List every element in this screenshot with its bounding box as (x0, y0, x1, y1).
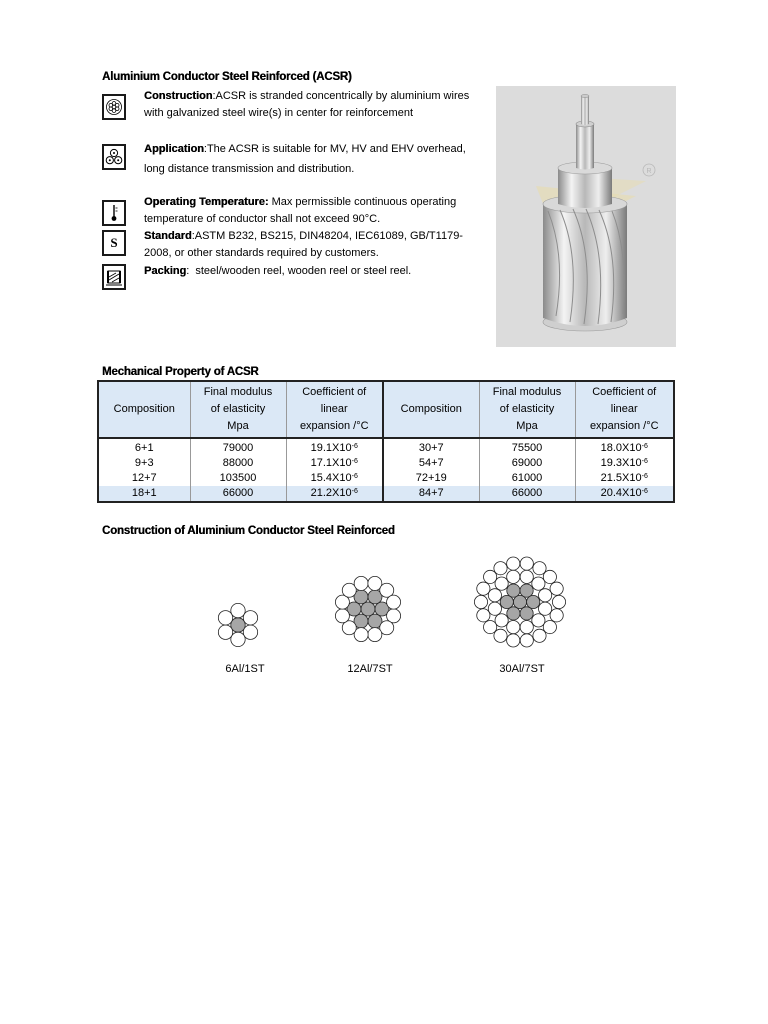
temperature-text (144, 194, 492, 228)
aluminium-wire (552, 595, 565, 608)
cell-coefficient-b-value: 21.5 (600, 472, 623, 484)
registered-mark: R (646, 168, 652, 175)
cell-modulus (190, 438, 286, 456)
aluminium-wire (550, 609, 563, 622)
cell-modulus (190, 486, 286, 502)
exponent-power: -6 (351, 443, 358, 450)
construction-diagram-title: Construction of Aluminium Conductor Steel Reinforced (102, 525, 395, 537)
aluminium-wire (243, 625, 257, 639)
construction-label: Construction (144, 90, 213, 102)
exponent-base: X10 (332, 487, 352, 499)
aluminium-wire (484, 570, 497, 583)
header-modulus-l1: Final modulus (203, 386, 273, 398)
table-row (98, 438, 674, 456)
aluminium-wire (507, 621, 520, 634)
steel-wire (507, 584, 520, 597)
mechanical-property-table (97, 380, 675, 503)
cell-modulus-b-value: 69000 (511, 457, 543, 469)
strand-diagram-6al-1st (218, 603, 257, 646)
cell-modulus-value: 66000 (222, 487, 254, 499)
aluminium-wire (231, 632, 245, 646)
cell-coefficient-b (575, 471, 674, 486)
aluminium-wire (533, 562, 546, 575)
standard-letter: S (110, 235, 118, 250)
cell-coefficient-value: 17.1 (310, 457, 333, 469)
exponent-power: -6 (351, 473, 358, 480)
mechanical-title: Mechanical Property of ACSR (102, 366, 259, 378)
aluminium-wire (550, 582, 563, 595)
steel-wire (520, 584, 533, 597)
aluminium-wire (532, 614, 545, 627)
header-coefficient (286, 381, 383, 438)
cell-composition (98, 486, 190, 502)
steel-wire (361, 602, 375, 616)
header-modulus-b (479, 381, 575, 438)
caption-6al-1st: 6Al/1ST (225, 663, 265, 675)
cell-coefficient-b-value: 18.0 (600, 442, 623, 454)
exponent-power: -6 (641, 443, 648, 450)
caption-12al-7st: 12Al/7ST (347, 663, 393, 675)
packing-sep: : (186, 265, 190, 277)
aluminium-wire (231, 603, 245, 617)
header-coef-b-l3: expansion /°C (589, 420, 659, 432)
construction-sep: : (212, 90, 216, 102)
cell-modulus-b (479, 486, 575, 502)
header-composition-b: Composition (383, 381, 479, 438)
cell-composition-b (383, 438, 479, 456)
application-line2: long distance transmission and distribution. (144, 163, 355, 175)
cell-composition-value: 18+1 (131, 487, 157, 499)
aluminium-wire (507, 634, 520, 647)
aluminium-wire (488, 589, 501, 602)
steel-wire (507, 607, 520, 620)
cell-composition (98, 456, 190, 471)
temperature-line1: Max permissible continuous operating (271, 196, 457, 208)
caption-30al-7st: 30Al/7ST (499, 663, 545, 675)
header-modulus-b-l2: of elasticity (499, 403, 555, 415)
aluminium-wire (520, 634, 533, 647)
aluminium-wire (532, 577, 545, 590)
construction-line2: with galvanized steel wire(s) in center for reinforcement (144, 107, 414, 119)
cell-composition (98, 438, 190, 456)
three-core-icon (102, 144, 126, 170)
aluminium-wire (474, 595, 487, 608)
header-modulus-l3: Mpa (227, 420, 249, 432)
steel-wire (520, 607, 533, 620)
cell-coefficient-value: 15.4 (310, 472, 333, 484)
aluminium-wire (387, 595, 401, 609)
header-modulus-b-l3: Mpa (516, 420, 538, 432)
aluminium-wire (539, 589, 552, 602)
exponent-base: X10 (622, 457, 642, 469)
cell-modulus-b (479, 471, 575, 486)
table-row (98, 471, 674, 486)
aluminium-wire (494, 629, 507, 642)
packing-label: Packing (144, 265, 187, 277)
header-coef-l3: expansion /°C (299, 420, 369, 432)
cell-modulus (190, 471, 286, 486)
exponent-base: X10 (622, 442, 642, 454)
exponent-power: -6 (351, 488, 358, 495)
cell-modulus-value: 88000 (222, 457, 254, 469)
exponent-power: -6 (351, 458, 358, 465)
exponent-base: X10 (332, 442, 352, 454)
cell-coefficient (286, 456, 383, 471)
cell-coefficient (286, 438, 383, 456)
header-coef-l1: Coefficient of (302, 386, 367, 398)
cell-coefficient-b (575, 438, 674, 456)
aluminium-wire (539, 602, 552, 615)
cell-modulus-b-value: 66000 (511, 487, 543, 499)
cell-coefficient-b (575, 486, 674, 502)
aluminium-wire (477, 609, 490, 622)
header-composition: Composition (98, 381, 190, 438)
packing-line1: steel/wooden reel, wooden reel or steel reel. (195, 265, 412, 277)
aluminium-wire (520, 570, 533, 583)
aluminium-wire (520, 557, 533, 570)
application-text (144, 139, 492, 179)
application-label: Application (144, 143, 204, 155)
header-coefficient-b (575, 381, 674, 438)
exponent-power: -6 (641, 488, 648, 495)
aluminium-wire (543, 620, 556, 633)
temperature-line2: temperature of conductor shall not exceed 90°C. (144, 213, 381, 225)
exponent-base: X10 (332, 472, 352, 484)
steel-wire (513, 595, 526, 608)
table-row (98, 486, 674, 502)
standard-line2: 2008, or other standards required by customers. (144, 247, 379, 259)
cell-coefficient (286, 486, 383, 502)
application-sep: : (203, 143, 207, 155)
exponent-base: X10 (332, 457, 352, 469)
header-modulus-b-l1: Final modulus (492, 386, 562, 398)
steel-wire (500, 595, 513, 608)
cell-modulus-b (479, 438, 575, 456)
header-coef-b-l2: linear (610, 403, 638, 415)
strand-diagram-30al-7st (474, 557, 565, 647)
cell-coefficient-value: 19.1 (310, 442, 333, 454)
exponent-base: X10 (622, 487, 642, 499)
cell-modulus-b (479, 456, 575, 471)
standard-line1: ASTM B232, BS215, DIN48204, IEC61089, GB/T1179- (194, 230, 463, 242)
exponent-base: X10 (622, 472, 642, 484)
acsr-cable-photo (496, 86, 676, 347)
packing-text (144, 263, 492, 280)
steel-wire (231, 618, 245, 632)
cell-modulus-b-value: 75500 (511, 442, 543, 454)
thermometer-icon (102, 200, 126, 226)
aluminium-wire (488, 602, 501, 615)
strand-diagram-12al-7st (335, 576, 400, 641)
exponent-power: -6 (641, 458, 648, 465)
header-modulus (190, 381, 286, 438)
cell-modulus-b-value: 61000 (511, 472, 543, 484)
header-coef-l2: linear (320, 403, 348, 415)
standard-text (144, 228, 492, 262)
aluminium-wire (477, 582, 490, 595)
aluminium-wire (543, 570, 556, 583)
construction-text (144, 88, 492, 122)
header-coef-b-l1: Coefficient of (592, 386, 657, 398)
cell-composition-b-value: 30+7 (418, 442, 444, 454)
aluminium-wire (354, 576, 368, 590)
table-header-row (98, 381, 674, 438)
cell-composition-b-value: 72+19 (415, 472, 447, 484)
reel-icon (102, 264, 126, 290)
aluminium-wire (507, 570, 520, 583)
aluminium-wire (484, 620, 497, 633)
cell-coefficient-b (575, 456, 674, 471)
cell-composition-b-value: 54+7 (418, 457, 444, 469)
cell-composition-value: 12+7 (131, 472, 157, 484)
aluminium-wire (520, 621, 533, 634)
cell-composition (98, 471, 190, 486)
cell-composition-b (383, 486, 479, 502)
aluminium-wire (494, 562, 507, 575)
aluminium-wire (218, 611, 232, 625)
cell-composition-value: 9+3 (134, 457, 154, 469)
application-line1: The ACSR is suitable for MV, HV and EHV overhead, (206, 143, 466, 155)
page-title: Aluminium Conductor Steel Reinforced (ACSR) (102, 71, 352, 83)
cell-composition-b-value: 84+7 (418, 487, 444, 499)
cell-composition-value: 6+1 (134, 442, 154, 454)
cell-modulus-value: 79000 (222, 442, 254, 454)
cell-coefficient-b-value: 20.4 (600, 487, 623, 499)
cell-composition-b (383, 456, 479, 471)
aluminium-wire (368, 628, 382, 642)
aluminium-wire (507, 557, 520, 570)
standard-sep: : (191, 230, 195, 242)
aluminium-wire (495, 614, 508, 627)
steel-wire (527, 595, 540, 608)
construction-line1: ACSR is stranded concentrically by aluminium wires (215, 90, 470, 102)
aluminium-wire (533, 629, 546, 642)
cell-coefficient (286, 471, 383, 486)
cell-coefficient-b-value: 19.3 (600, 457, 623, 469)
cell-modulus-value: 103500 (219, 472, 257, 484)
cell-composition-b (383, 471, 479, 486)
table-row (98, 456, 674, 471)
temperature-label: Operating Temperature: (144, 196, 269, 208)
aluminium-wire (335, 609, 349, 623)
aluminium-wire (243, 611, 257, 625)
header-modulus-l2: of elasticity (210, 403, 266, 415)
strand-cross-sections (200, 555, 600, 655)
standard-label: Standard (144, 230, 192, 242)
exponent-power: -6 (641, 473, 648, 480)
standard-s-icon (102, 230, 126, 256)
aluminium-wire (495, 577, 508, 590)
strand-bundle-icon (102, 94, 126, 120)
cell-coefficient-value: 21.2 (310, 487, 333, 499)
aluminium-wire (218, 625, 232, 639)
cell-modulus (190, 456, 286, 471)
